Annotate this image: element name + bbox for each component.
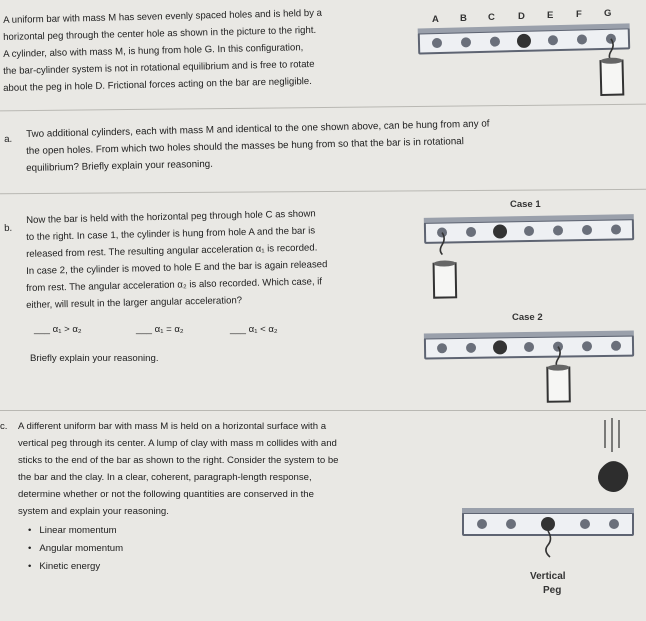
intro-line: A cylinder, also with mass M, is hung from hole G. In this configuration, [3,42,304,60]
vertical-peg-label-line1: Vertical [530,571,566,582]
hole-letter-a: A [432,14,439,25]
intro-line: about the peg in hole D. Frictional forces acting on the bar are negligible. [3,75,312,94]
peg-icon [541,517,555,531]
hole-letter-c: C [488,12,495,23]
part-b-line: either, will result in the larger angular acceleration? [26,295,243,311]
part-a-marker: a. [4,133,13,145]
part-b-line: Now the bar is held with the horizontal peg through hole C as shown [26,208,316,226]
clay-lump-icon [598,461,628,492]
hole [609,519,619,529]
part-b-prompt: Briefly explain your reasoning. [30,353,159,364]
part-a-line: equilibrium? Briefly explain your reasoning. [26,158,214,174]
part-a-line: the open holes. From which two holes should the masses be hung from so that the bar is in rotational [26,136,465,157]
part-c-line: system and explain your reasoning. [18,506,169,517]
part-b-marker: b. [4,222,13,234]
bullet-angular-momentum: • Angular momentum [28,543,124,554]
hole-letter-g: G [604,8,612,19]
hole-letter-d: D [518,11,525,22]
hole [506,519,516,529]
intro-line: horizontal peg through the center hole as shown in the picture to the right. [3,24,317,43]
part-a-line: Two additional cylinders, each with mass M and identical to the one shown above, can be hung from any of [26,118,490,140]
part-c-line: vertical peg through its center. A lump of clay with mass m collides with and [18,438,337,449]
part-b-line: In case 2, the cylinder is moved to hole E and the bar is again released [26,259,328,277]
hole-letter-b: B [460,13,467,24]
case-1-label: Case 1 [510,199,541,210]
bullet-icon: • [28,561,32,572]
part-c-line: sticks to the end of the bar as shown to the right. Consider the system to be [18,455,339,466]
intro-line: the bar-cylinder system is not in rotational equilibrium and is free to rotate [3,58,315,77]
choice-a1-greater[interactable]: ___ α₁ > α₂ [34,324,82,335]
part-c-line: determine whether or not the following quantities are conserved in the [18,489,314,500]
bullet-icon: • [28,525,32,536]
part-b-line: released from rest. The resulting angular acceleration α₁ is recorded. [26,242,318,260]
part-b-line: to the right. In case 1, the cylinder is hung from hole A and the bar is [26,225,316,243]
vertical-peg-label-line2: Peg [543,585,562,596]
bullet-icon: • [28,543,32,554]
hole [477,519,487,529]
bullet-linear-momentum: • Linear momentum [28,525,117,536]
choice-a1-less[interactable]: ___ α₁ < α₂ [230,324,278,335]
choice-a1-equal[interactable]: ___ α₁ = α₂ [136,324,184,335]
part-c-marker: c. [0,421,8,432]
intro-line: A uniform bar with mass M has seven evenly spaced holes and is held by a [3,7,323,26]
case-2-label: Case 2 [512,312,543,323]
part-b-line: from rest. The angular acceleration α₂ is also recorded. Which case, if [26,276,323,294]
hole-letter-e: E [547,10,554,21]
hole-letter-f: F [576,9,582,20]
hole [580,519,590,529]
part-c-line: A different uniform bar with mass M is held on a horizontal surface with a [18,421,327,432]
bullet-kinetic-energy: • Kinetic energy [28,561,101,572]
part-c-line: the bar and the clay. In a clear, coherent, paragraph-length response, [18,472,312,483]
motion-lines-icon [605,418,619,452]
